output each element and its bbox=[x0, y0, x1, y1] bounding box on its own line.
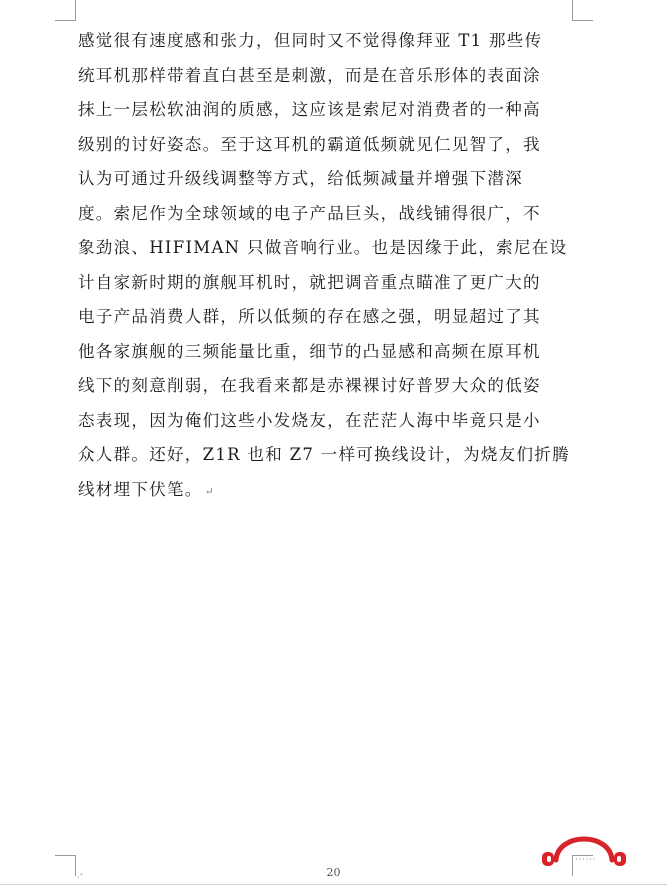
page-bottom-edge bbox=[0, 884, 667, 885]
text-line: 统耳机那样带着直白甚至是刺激，而是在音乐形体的表面涂 bbox=[78, 65, 541, 85]
text-line: 度。索尼作为全球领域的电子产品巨头，战线铺得很广，不 bbox=[78, 203, 541, 223]
text-line: 象劲浪、HIFIMAN 只做音响行业。也是因缘于此，索尼在设 bbox=[78, 238, 568, 257]
headphones-logo-icon bbox=[534, 822, 634, 868]
crop-mark-top-left bbox=[55, 0, 76, 21]
text-line: 线下的刻意削弱，在我看来都是赤裸裸讨好普罗大众的低姿 bbox=[78, 376, 541, 395]
text-line: 级别的讨好姿态。至于这耳机的霸道低频就见仁见智了，我 bbox=[78, 134, 541, 154]
page-number: 20 bbox=[326, 866, 341, 879]
crop-mark-top-right bbox=[572, 0, 593, 21]
text-line: 态表现，因为俺们这些小发烧友，在茫茫人海中毕竟只是小 bbox=[78, 410, 541, 430]
text-line: 感觉很有速度感和张力，但同时又不觉得像拜亚 T1 那些传 bbox=[78, 31, 543, 50]
text-line-last: 线材埋下伏笔。 ↵ bbox=[78, 473, 574, 508]
text-line: 众人群。还好，Z1R 也和 Z7 一样可换线设计，为烧友们折腾 bbox=[78, 445, 570, 464]
footer-mark-right: ······ bbox=[575, 855, 597, 864]
body-paragraph[interactable] bbox=[78, 24, 574, 507]
text-line: 计自家新时期的旗舰耳机时，就把调音重点瞄准了更广大的 bbox=[78, 272, 541, 292]
text-line: 抹上一层松软油润的质感，这应该是索尼对消费者的一种高 bbox=[78, 100, 541, 119]
footer-mark-left: ·ˇ bbox=[77, 873, 84, 882]
text-line: 电子产品消费人群，所以低频的存在感之强，明显超过了其 bbox=[78, 307, 541, 326]
text-line: 认为可通过升级线调整等方式，给低频减量并增强下潜深 bbox=[78, 169, 523, 188]
text-line: 他各家旗舰的三频能量比重，细节的凸显感和高频在原耳机 bbox=[78, 341, 541, 361]
